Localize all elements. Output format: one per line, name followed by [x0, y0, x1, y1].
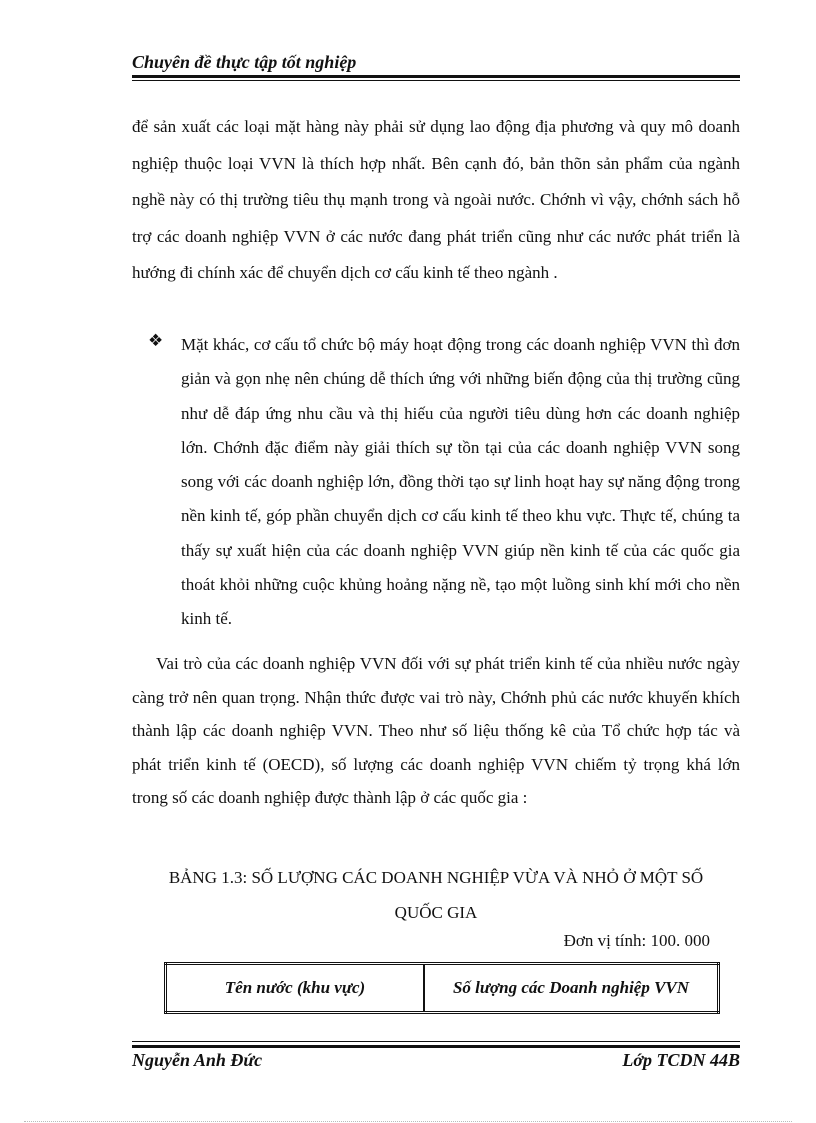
column-header-count: Số lượng các Doanh nghiệp VVN: [424, 964, 719, 1013]
table-header-row: [166, 964, 719, 1013]
header-rule-thick: [132, 75, 740, 78]
bullet-paragraph: Mặt khác, cơ cấu tổ chức bộ máy hoạt động trong các doanh nghiệp VVN thì đơn giản và gọn nhẹ nên chúng dễ thích ứng với những biến động của thị trường cũng như dễ đáp ứng nhu cầu và thị hiếu của người tiêu dùng hơn các doanh nghiệp lớn. Chớnh đặc điểm này giải thích sự tồn tại của các doanh nghiệp VVN song song với các doanh nghiệp lớn, đồng thời tạo sự linh hoạt hay sự năng động trong nền kinh tế, góp phần chuyển dịch cơ cấu kinh tế theo khu vực. Thực tế, chúng ta thấy sự xuất hiện của các doanh nghiệp VVN giúp nền kinh tế của các quốc gia thoát khỏi những cuộc khủng hoảng nặng nề, tạo một luồng sinh khí mới cho nền kinh tế.: [181, 335, 740, 629]
footer-rule-thin: [132, 1041, 740, 1042]
paragraph-1: để sản xuất các loại mặt hàng này phải sử dụng lao động địa phương và quy mô doanh nghiệp thuộc loại VVN là thích hợp nhất. Bên cạnh đó, bản thõn sản phẩm của ngành nghề này có thị trường tiêu thụ mạnh trong và ngoài nước. Chớnh vì vậy, chớnh sách hỗ trợ các doanh nghiệp VVN ở các nước đang phát triển cũng như các nước phát triển là hướng đi chính xác để chuyển dịch cơ cấu kinh tế theo ngành .: [132, 117, 740, 282]
footer-author: Nguyễn Anh Đức: [132, 1050, 263, 1070]
footer-rule-thick: [132, 1045, 740, 1048]
data-table: [164, 962, 720, 1014]
page-edge-divider: [24, 1121, 792, 1122]
header-rule-thin: [132, 80, 740, 81]
page-header-title: Chuyên đề thực tập tốt nghiệp: [132, 52, 357, 72]
table-title: [132, 860, 740, 930]
diamond-bullet-icon: ❖: [148, 331, 164, 351]
table-unit: Đơn vị tính: 100. 000: [563, 931, 710, 950]
column-header-country: Tên nước (khu vực): [166, 964, 425, 1013]
footer-class: Lớp TCDN 44B: [622, 1050, 740, 1070]
paragraph-3: Vai trò của các doanh nghiệp VVN đối với sự phát triển kinh tế của nhiều nước ngày càng trở nên quan trọng. Nhận thức được vai trò này, Chớnh phủ các nước khuyến khích thành lập các doanh nghiệp VVN. Theo như số liệu thống kê của Tổ chức hợp tác và phát triển kinh tế (OECD), số lượng các doanh nghiệp VVN chiếm tỷ trọng khá lớn trong số các doanh nghiệp được thành lập ở các quốc gia :: [132, 654, 740, 807]
table-title-line-2: QUỐC GIA: [394, 903, 478, 922]
table-title-line-1: BẢNG 1.3: SỐ LƯỢNG CÁC DOANH NGHIỆP VỪA VÀ NHỎ Ở MỘT SỐ: [168, 868, 704, 887]
